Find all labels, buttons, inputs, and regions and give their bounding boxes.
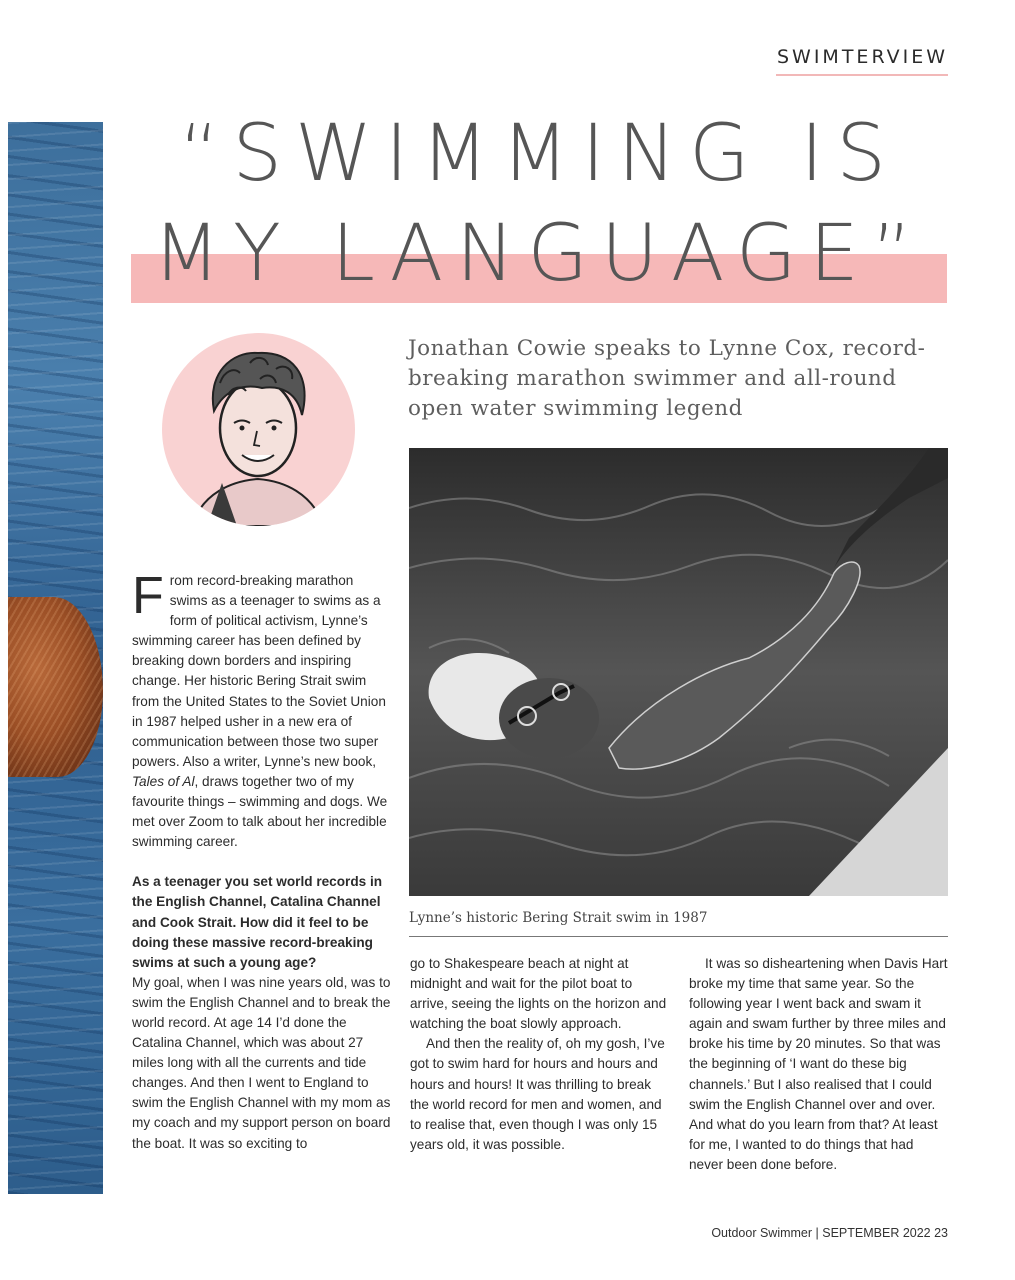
headline-line-2: MY LANGUAGE” <box>152 209 926 299</box>
dog-fur-image <box>8 597 103 777</box>
page-footer: Outdoor Swimmer | SEPTEMBER 2022 23 <box>711 1226 948 1240</box>
article-column-3 <box>689 954 951 1175</box>
body-paragraph: go to Shakespeare beach at night at midnight and wait for the pilot boat to arrive, seeing the lights on the horizon and watching the boat slowly approach. <box>410 956 667 1032</box>
swimmer-photo-illustration <box>409 448 948 896</box>
intro-text: rom record-breaking marathon swims as a teenager to swims as a form of political activism, Lynne’s swimming career has been defined by breaking down borders and inspiring change. Her historic Bering Strait swim from the United States to the Soviet Union in 1987 helped usher in a new era of communication between those two super powers. Also a writer, Lynne’s new book, <box>132 573 386 769</box>
portrait-sketch-icon <box>162 333 355 526</box>
drop-cap: F <box>132 567 164 625</box>
article-column-2 <box>410 954 672 1155</box>
water-photo-strip <box>8 122 103 1194</box>
article-column-1 <box>132 567 394 1154</box>
answer-paragraph: My goal, when I was nine years old, was to swim the English Channel and to break the world record. At age 14 I’d done the Catalina Channel, which was about 27 miles long with all the currents and tide changes. And then I went to England to swim the English Channel with my mom as my coach and my support person on board the boat. It was so exciting to <box>132 974 391 1151</box>
body-paragraph: And then the reality of, oh my gosh, I’ve got to swim hard for hours and hours and hours and hours! It was thrilling to break the world record for men and women, and to realise that, even though I was only 15 years old, it was possible. <box>410 1036 665 1152</box>
headline-line-1: “SWIMMING IS <box>179 109 899 199</box>
body-paragraph: It was so disheartening when Davis Hart broke my time that same year. So the following year I went back and swam it again and swam further by three miles and broke his time by 20 minutes. So that was the beginning of ‘I want do these big channels.’ But I also realised that I could swim the English Channel over and over. And what do you learn from that? At least for me, I wanted to do things that had never been done before. <box>689 956 948 1172</box>
author-portrait-illustration <box>162 333 355 526</box>
interview-question: As a teenager you set world records in the English Channel, Catalina Channel and Cook Strait. How did it feel to be doing these massive record-breaking swims at such a young age? <box>132 874 383 970</box>
standfirst: Jonathan Cowie speaks to Lynne Cox, record-breaking marathon swimmer and all-round open water swimming legend <box>408 336 926 421</box>
intro-paragraph <box>132 567 394 852</box>
swimmer-photo <box>409 448 948 896</box>
photo-caption: Lynne’s historic Bering Strait swim in 1987 <box>409 910 948 937</box>
book-title: Tales of Al <box>132 773 195 789</box>
section-label: SWIMTERVIEW <box>776 46 948 76</box>
intro-text-end: , draws together two of my favourite things – swimming and dogs. We met over Zoom to talk about her incredible swimming career. <box>132 773 388 850</box>
